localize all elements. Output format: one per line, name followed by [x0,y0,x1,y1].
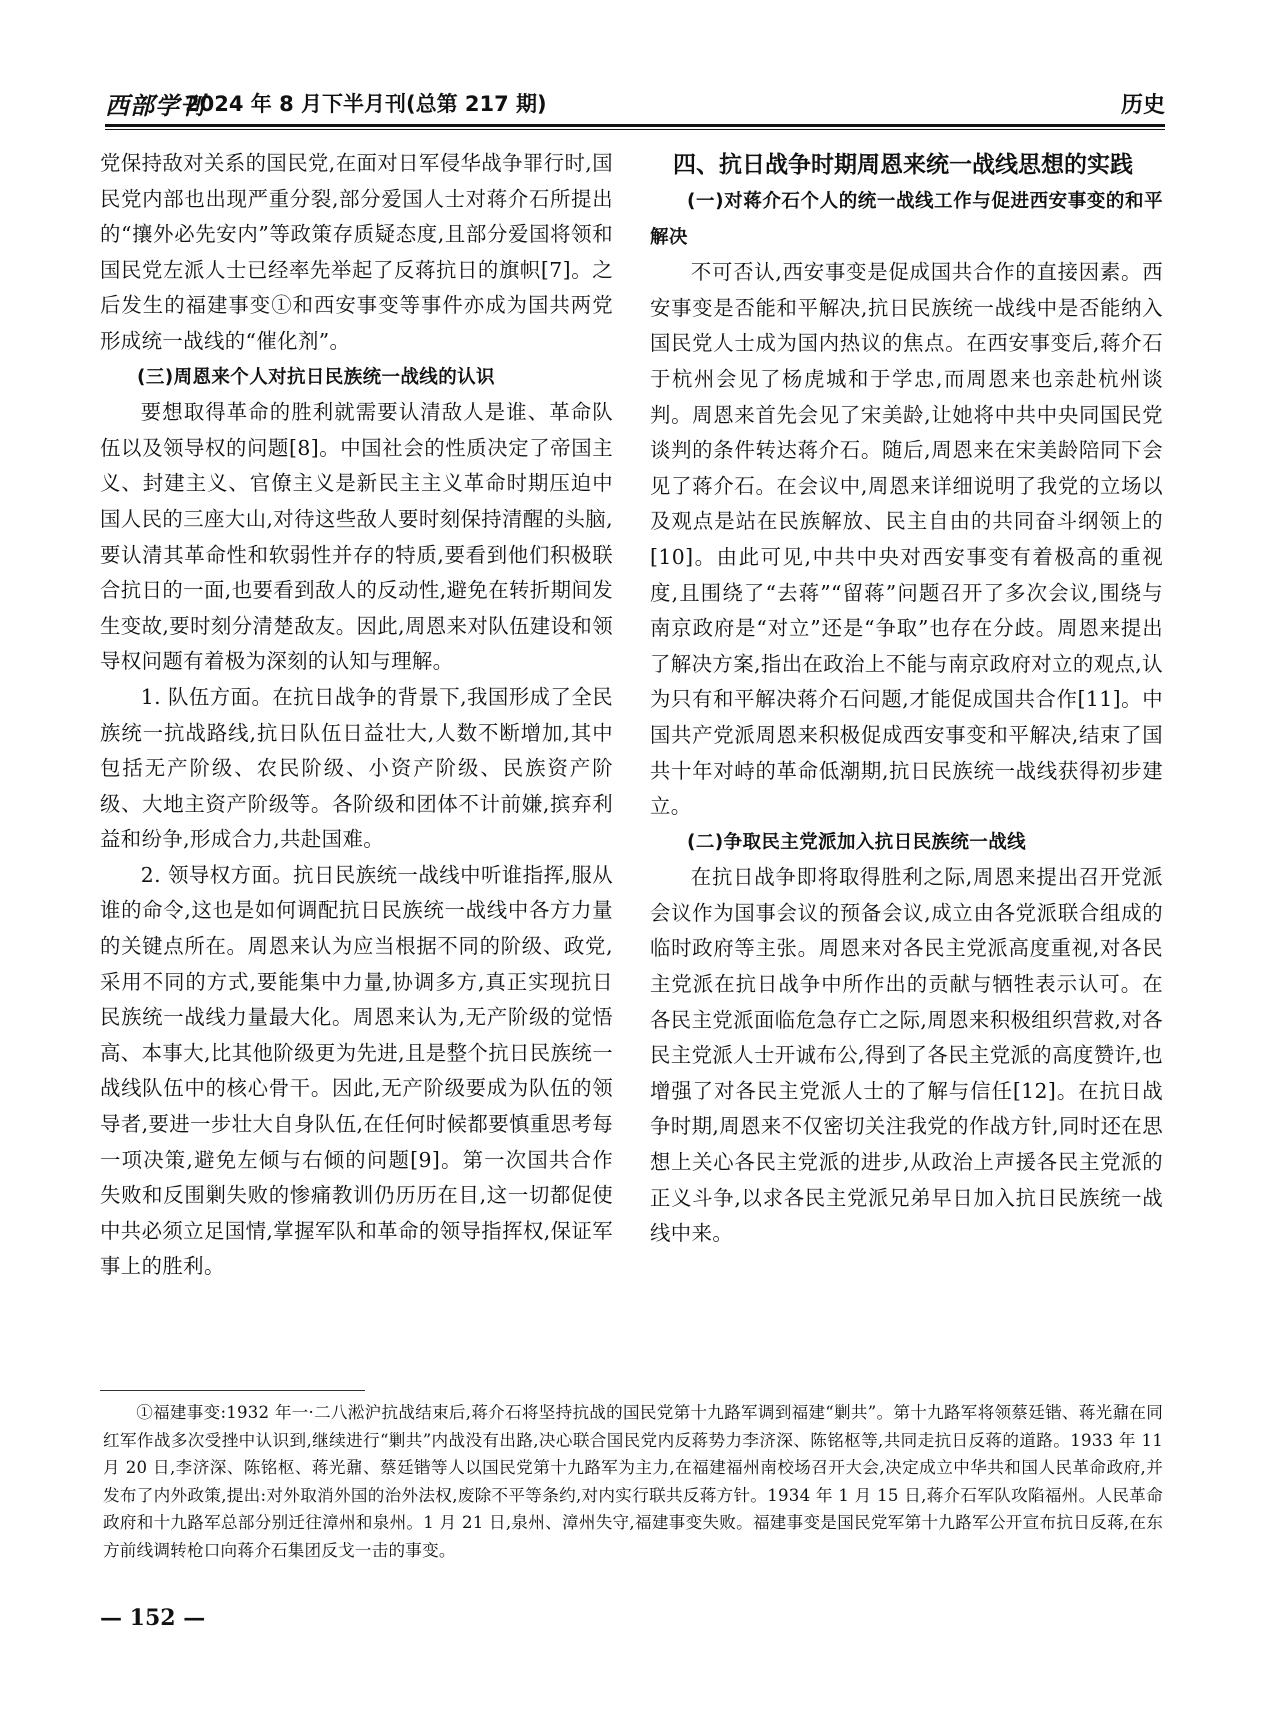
left-column [100,146,613,1285]
page-number: — 152 — [100,1605,206,1631]
header-rule-thin [105,129,1165,130]
right-column [650,146,1163,1252]
paragraph: 要想取得革命的胜利就需要认清敌人是谁、革命队伍以及领导权的问题[8]。中国社会的性质决定了帝国主义、封建主义、官僚主义是新民主主义革命时期压迫中国人民的三座大山,对待这些敌人要时刻保持清醒的头脑,要认清其革命性和软弱性并存的特质,要看到他们积极联合抗日的一面,也要看到敌人的反动性,避免在转折期间发生变故,要时刻分清楚敌友。因此,周恩来对队伍建设和领导权问题有着极为深刻的认知与理解。 [100,400,613,674]
running-header [105,86,1165,120]
subsection-heading: (三)周恩来个人对抗日民族统一战线的认识 [137,366,495,388]
section-label: 历史 [1120,93,1165,118]
footnote-rule [100,1390,365,1391]
subsection-heading: (二)争取民主党派加入抗日民族统一战线 [687,831,1027,853]
paragraph: 在抗日战争即将取得胜利之际,周恩来提出召开党派会议作为国事会议的预备会议,成立由各党派联合组成的临时政府等主张。周恩来对各民主党派高度重视,对各民主党派在抗日战争中所作出的贡献与牺牲表示认可。在各民主党派面临危急存亡之际,周恩来积极组织营救,对各民主党派人士开诚布公,得到了各民主党派的高度赞许,也增强了对各民主党派人士的了解与信任[12]。在抗日战争时期,周恩来不仅密切关注我党的作战方针,同时还在思想上关心各民主党派的进步,从政治上声援各民主党派的正义斗争,以求各民主党派兄弟早日加入抗日民族统一战线中来。 [650,865,1163,1246]
paragraph: 不可否认,西安事变是促成国共合作的直接因素。西安事变是否能和平解决,抗日民族统一战线中是否能纳入国民党人士成为国内热议的焦点。在西安事变后,蒋介石于杭州会见了杨虎城和于学忠,而周恩来也亲赴杭州谈判。周恩来首先会见了宋美龄,让她将中共中央同国民党谈判的条件转达蒋介石。随后,周恩来在宋美龄陪同下会见了蒋介石。在会议中,周恩来详细说明了我党的立场以及观点是站在民族解放、民主自由的共同奋斗纲领上的[10]。由此可见,中共中央对西安事变有着极高的重视度,且围绕了“去蒋”“留蒋”问题召开了多次会议,围绕与南京政府是“对立”还是“争取”也存在分歧。周恩来提出了解决方案,指出在政治上不能与南京政府对立的观点,认为只有和平解决蒋介石问题,才能促成国共合作[11]。中国共产党派周恩来积极促成西安事变和平解决,结束了国共十年对峙的革命低潮期,抗日民族统一战线获得初步建立。 [650,260,1163,819]
journal-logo: 西部学刊 [105,91,205,120]
issue-line: 2024 年 8 月下半月刊(总第 217 期) [185,92,547,116]
subsection-heading: (一)对蒋介石个人的统一战线工作与促进西安事变的和平解决 [650,191,1163,248]
section-heading: 四、抗日战争时期周恩来统一战线思想的实践 [673,152,1133,178]
paragraph: 党保持敌对关系的国民党,在面对日军侵华战争罪行时,国民党内部也出现严重分裂,部分爱国人士对蒋介石所提出的“攘外必先安内”等政策存质疑态度,且部分爱国将领和国民党左派人士已经率先举起了反蒋抗日的旗帜[7]。之后发生的福建事变①和西安事变等事件亦成为国共两党形成统一战线的“催化剂”。 [100,151,613,353]
paragraph: 2. 领导权方面。抗日民族统一战线中听谁指挥,服从谁的命令,这也是如何调配抗日民族统一战线中各方力量的关键点所在。周恩来认为应当根据不同的阶级、政党,采用不同的方式,要能集中力量,协调多方,真正实现抗日民族统一战线力量最大化。周恩来认为,无产阶级的觉悟高、本事大,比其他阶级更为先进,且是整个抗日民族统一战线队伍中的核心骨干。因此,无产阶级要成为队伍的领导者,要进一步壮大自身队伍,在任何时候都要慎重思考每一项决策,避免左倾与右倾的问题[9]。第一次国共合作失败和反围剿失败的惨痛教训仍历历在目,这一切都促使中共必须立足国情,掌握军队和革命的领导指挥权,保证军事上的胜利。 [100,862,613,1279]
paragraph: 1. 队伍方面。在抗日战争的背景下,我国形成了全民族统一抗战路线,抗日队伍日益壮大,人数不断增加,其中包括无产阶级、农民阶级、小资产阶级、民族资产阶级、大地主资产阶级等。各阶级和团体不计前嫌,摈弃利益和纷争,形成合力,共赴国难。 [100,684,613,852]
header-rule [105,124,1165,127]
footnote: ①福建事变:1932 年一·二八淞沪抗战结束后,蒋介石将坚持抗战的国民党第十九路军调到福建“剿共”。第十九路军将领蔡廷锴、蒋光鼐在同红军作战多次受挫中认识到,继续进行“剿共”内战没有出路,决心联合国民党内反蒋势力李济深、陈铭枢等,共同走抗日反蒋的道路。1933 年 11 月 20 日,李济深、陈铭枢、蒋光鼐、蔡廷锴等人以国民党第十九路军为主力,在福建福州南校场召开大会,决定成立中华共和国人民革命政府,并发布了内外政策,提出:对外取消外国的治外法权,废除不平等条约,对内实行联共反蒋方针。1934 年 1 月 15 日,蒋介石军队攻陷福州。人民革命政府和十九路军总部分别迁往漳州和泉州。1 月 21 日,泉州、漳州失守,福建事变失败。福建事变是国民党军第十九路军公开宣布抗日反蒋,在东方前线调转枪口向蒋介石集团反戈一击的事变。 [103,1403,1163,1560]
